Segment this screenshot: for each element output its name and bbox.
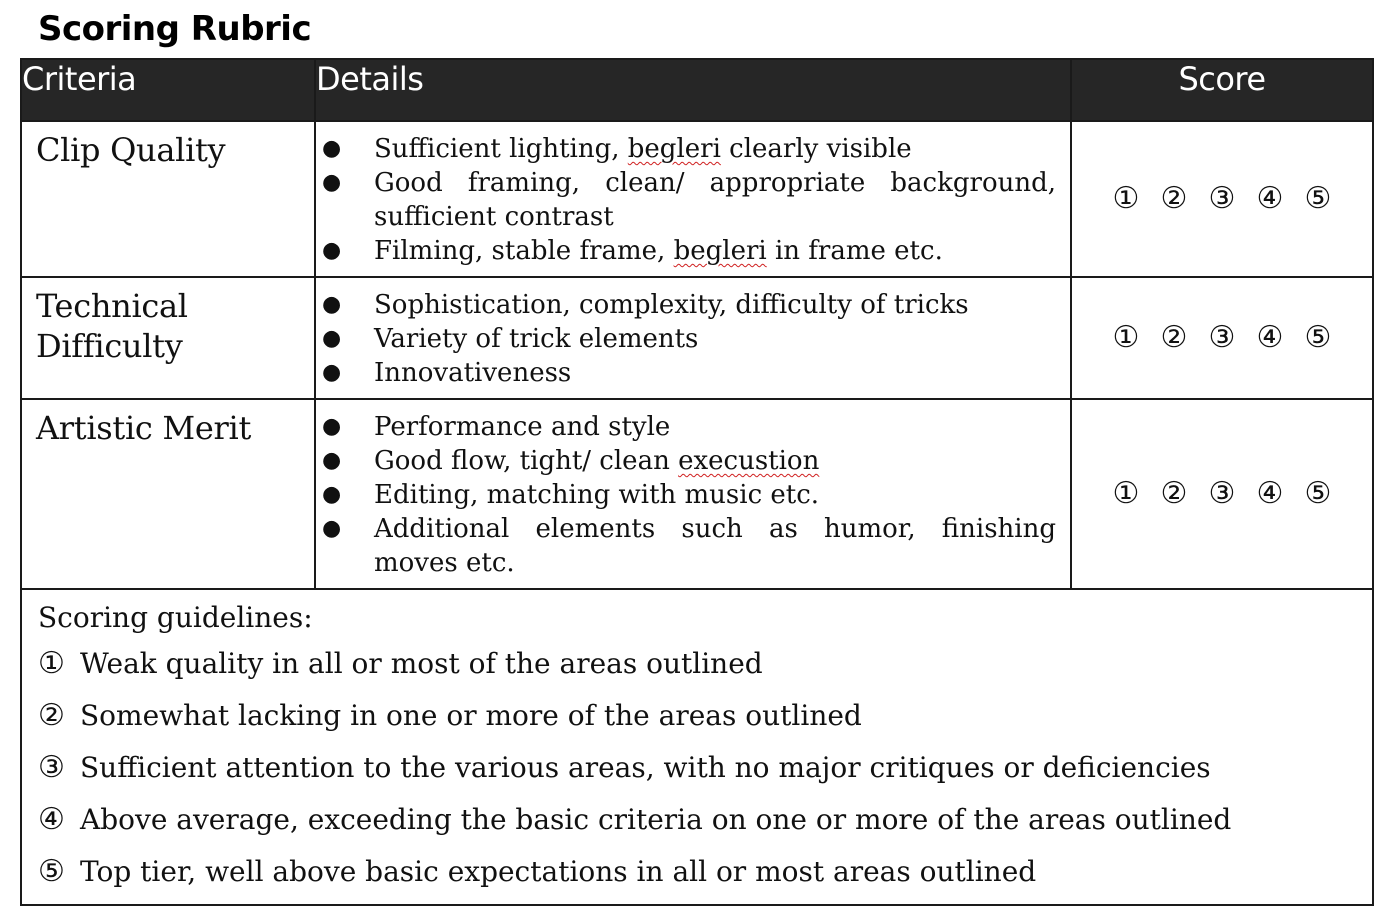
- details-list: [316, 410, 1056, 580]
- detail-item: ● Editing, matching with music etc.: [322, 480, 820, 510]
- score-cell: [1071, 399, 1373, 589]
- bullet-icon: ●: [322, 516, 342, 541]
- criteria-cell: Artistic Merit: [21, 399, 315, 589]
- rubric-row-clip-quality: [21, 121, 1373, 277]
- criteria-cell: Clip Quality: [21, 121, 315, 277]
- detail-item: ● Innovativeness: [322, 358, 572, 388]
- score-option-4[interactable]: ④: [1256, 181, 1284, 216]
- score-option-2[interactable]: ②: [1160, 320, 1188, 355]
- details-list: [316, 288, 1056, 390]
- document-title: Scoring Rubric: [38, 9, 312, 49]
- guideline-item-5: ⑤ Top tier, well above basic expectations in all or most areas outlined: [38, 846, 1372, 898]
- criteria-header: Criteria: [21, 59, 315, 121]
- score-option-2[interactable]: ②: [1160, 476, 1188, 511]
- detail-item: ● Performance and style: [322, 412, 671, 442]
- detail-item: ● Sufficient lighting, begleri clearly visible: [322, 134, 912, 164]
- detail-item: ● Variety of trick elements: [322, 324, 699, 354]
- score-4-icon: ④: [38, 802, 65, 837]
- bullet-icon: ●: [322, 292, 342, 317]
- score-cell: [1071, 121, 1373, 277]
- score-option-4[interactable]: ④: [1256, 320, 1284, 355]
- detail-item: ● Good flow, tight/ clean execustion: [322, 446, 820, 476]
- bullet-icon: ●: [322, 238, 342, 263]
- details-header: Details: [315, 59, 1071, 121]
- score-options: [1110, 182, 1334, 216]
- score-header: Score: [1071, 59, 1373, 121]
- score-option-5[interactable]: ⑤: [1304, 181, 1332, 216]
- score-option-3[interactable]: ③: [1208, 181, 1236, 216]
- guideline-item-4: ④ Above average, exceeding the basic criteria on one or more of the areas outlined: [38, 794, 1372, 846]
- details-cell: [315, 399, 1071, 589]
- guidelines-title: Scoring guidelines:: [38, 601, 313, 634]
- bullet-icon: ●: [322, 414, 342, 439]
- bullet-icon: ●: [322, 482, 342, 507]
- header-row: [21, 59, 1373, 121]
- guidelines-row: [21, 589, 1373, 905]
- spellcheck-word: begleri: [673, 236, 767, 266]
- score-option-1[interactable]: ①: [1112, 320, 1140, 355]
- score-cell: [1071, 277, 1373, 399]
- score-option-1[interactable]: ①: [1112, 476, 1140, 511]
- bullet-icon: ●: [322, 360, 342, 385]
- score-3-icon: ③: [38, 750, 65, 785]
- score-option-4[interactable]: ④: [1256, 476, 1284, 511]
- details-cell: [315, 121, 1071, 277]
- rubric-row-technical-difficulty: [21, 277, 1373, 399]
- detail-item: ● Additional elements such as humor, finishing moves etc.: [322, 514, 1056, 578]
- score-5-icon: ⑤: [38, 854, 65, 889]
- detail-item: ● Filming, stable frame, begleri in frame etc.: [322, 236, 943, 266]
- bullet-icon: ●: [322, 326, 342, 351]
- guideline-item-2: ② Somewhat lacking in one or more of the areas outlined: [38, 690, 1372, 742]
- spellcheck-word: begleri: [627, 134, 721, 164]
- guideline-item-3: ③ Sufficient attention to the various areas, with no major critiques or deficiencies: [38, 742, 1372, 794]
- detail-item: ● Sophistication, complexity, difficulty of tricks: [322, 290, 969, 320]
- guidelines-cell: [21, 589, 1373, 905]
- score-options: [1110, 321, 1334, 355]
- score-option-3[interactable]: ③: [1208, 476, 1236, 511]
- score-2-icon: ②: [38, 698, 65, 733]
- score-options: [1110, 477, 1334, 511]
- guideline-item-1: ① Weak quality in all or most of the areas outlined: [38, 638, 1372, 690]
- score-option-5[interactable]: ⑤: [1304, 476, 1332, 511]
- details-cell: [315, 277, 1071, 399]
- rubric-table: [20, 58, 1374, 906]
- bullet-icon: ●: [322, 448, 342, 473]
- detail-item: ● Good framing, clean/ appropriate background, sufficient contrast: [322, 168, 1056, 232]
- details-list: [316, 132, 1056, 268]
- criteria-cell: Technical Difficulty: [21, 277, 315, 399]
- score-1-icon: ①: [38, 646, 65, 681]
- spellcheck-word: execustion: [678, 446, 820, 476]
- score-option-1[interactable]: ①: [1112, 181, 1140, 216]
- score-option-2[interactable]: ②: [1160, 181, 1188, 216]
- score-option-3[interactable]: ③: [1208, 320, 1236, 355]
- bullet-icon: ●: [322, 170, 342, 195]
- score-option-5[interactable]: ⑤: [1304, 320, 1332, 355]
- bullet-icon: ●: [322, 136, 342, 161]
- rubric-row-artistic-merit: [21, 399, 1373, 589]
